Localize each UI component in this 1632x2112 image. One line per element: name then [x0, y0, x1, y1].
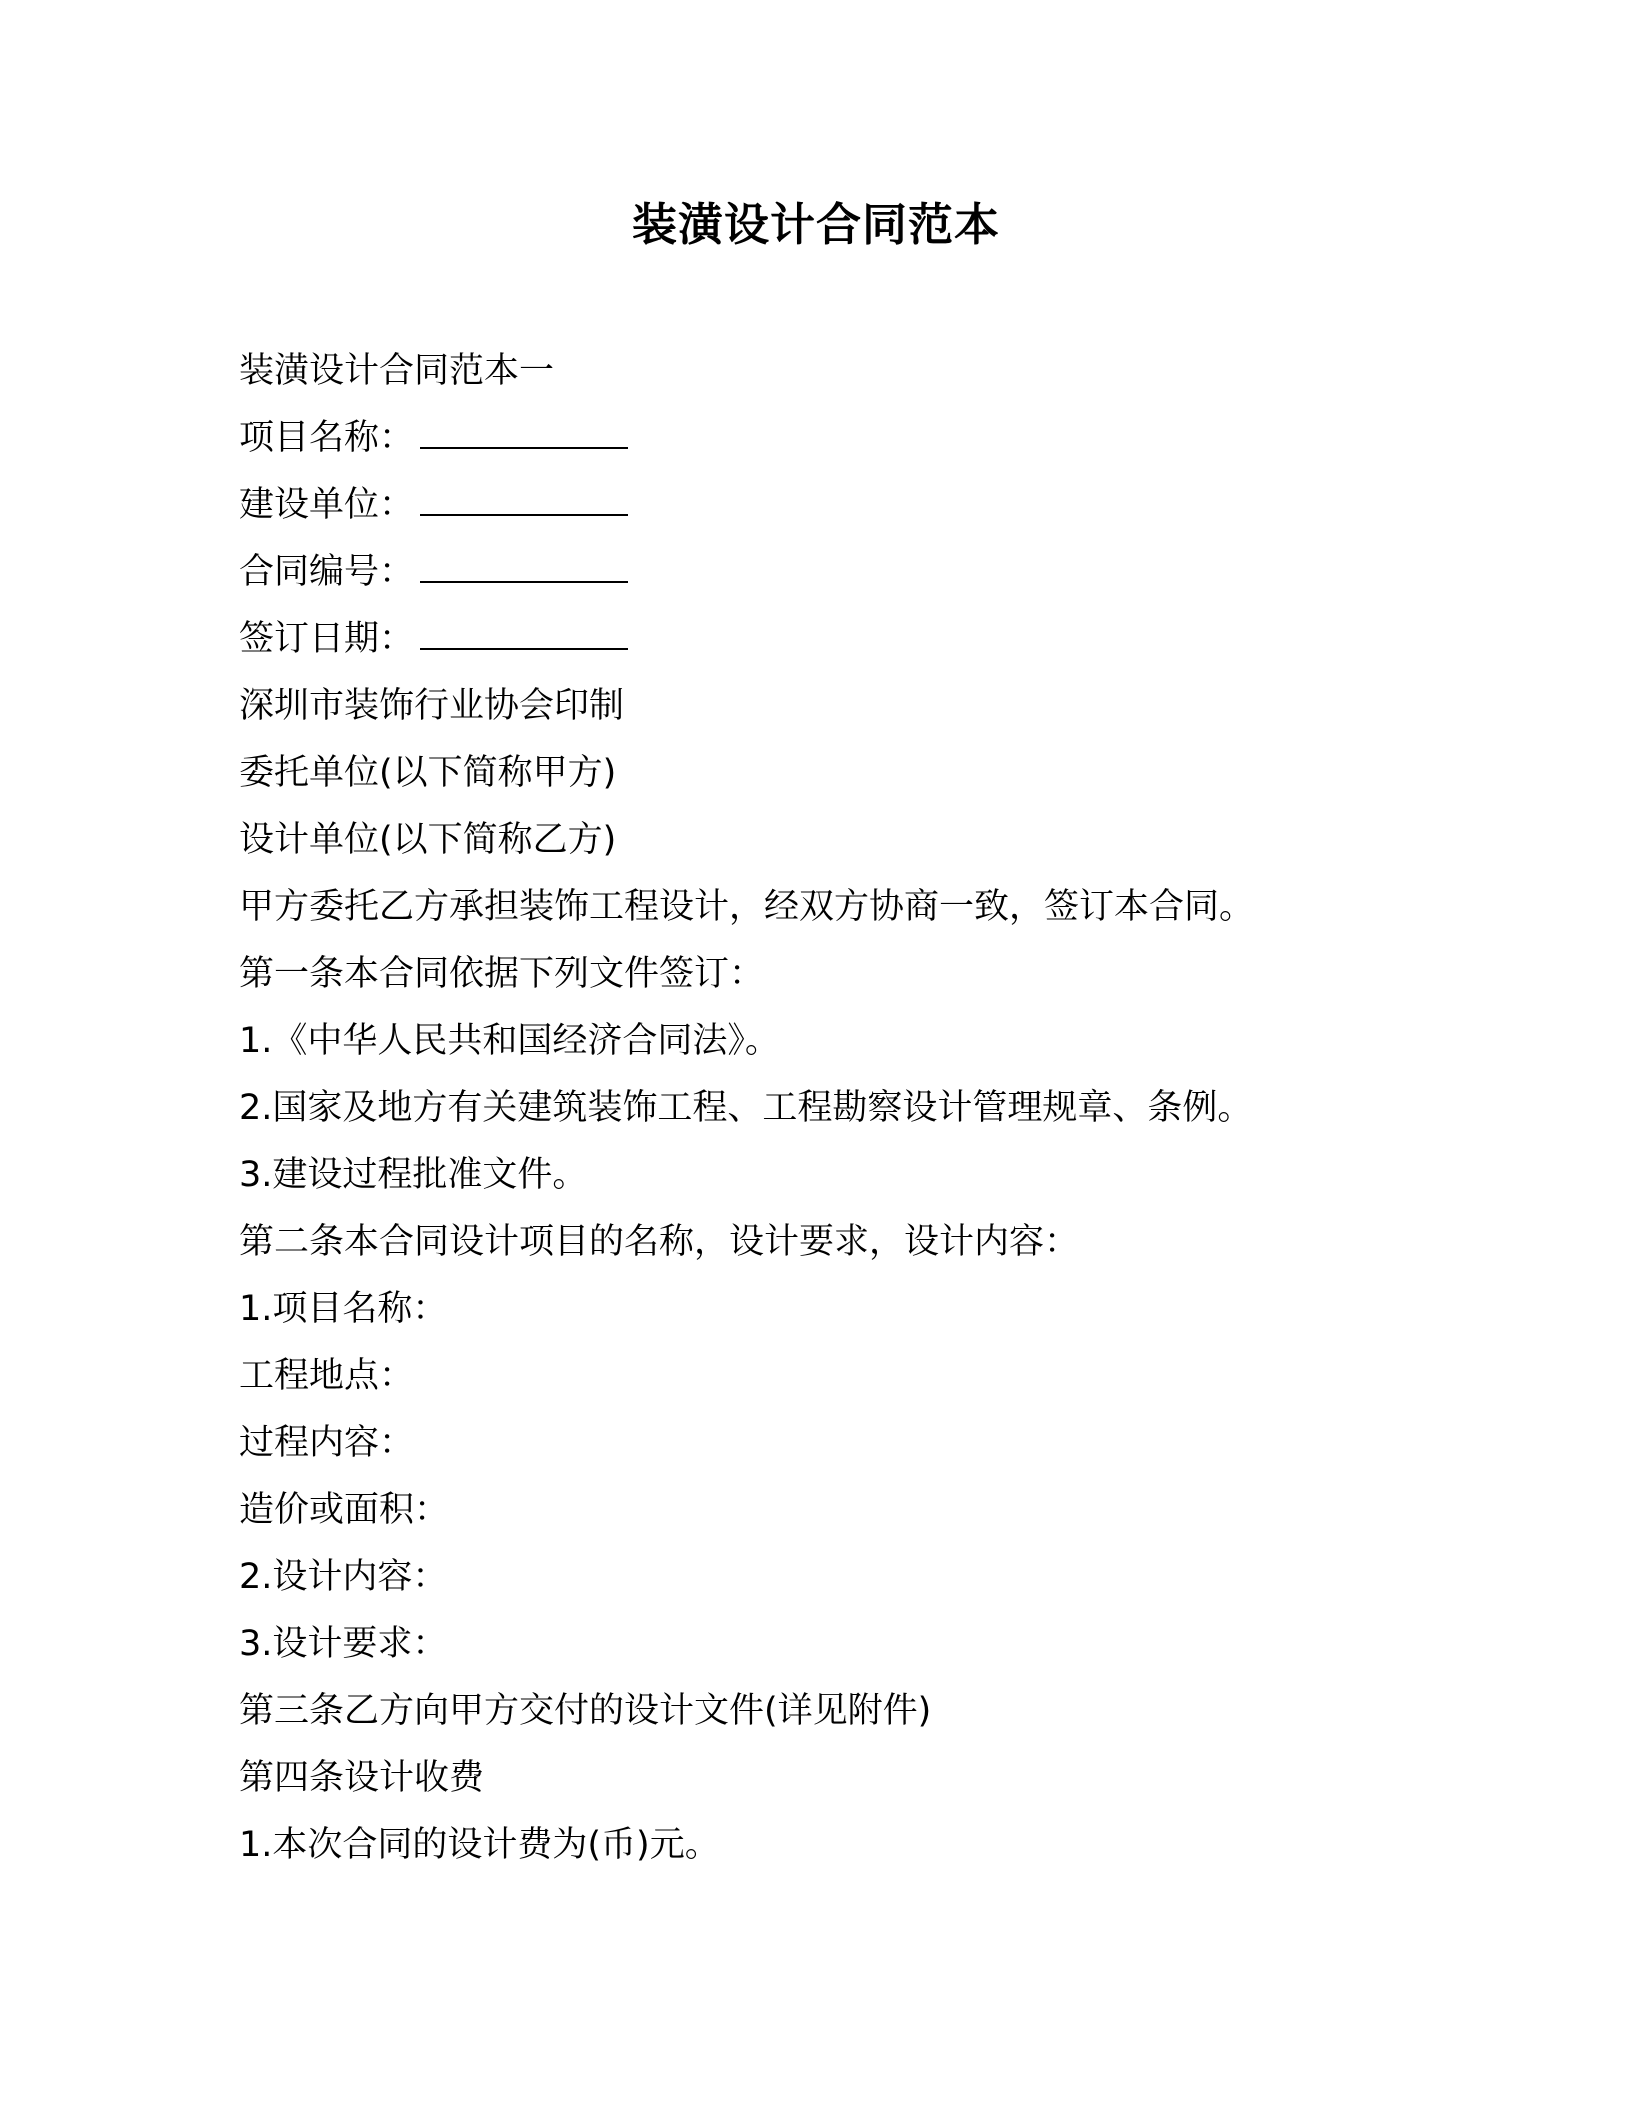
- field-label: 合同编号：: [239, 552, 415, 592]
- article-3-heading: 第三条乙方向甲方交付的设计文件(详见附件): [239, 1691, 932, 1731]
- document-subtitle: 装潢设计合同范本一: [239, 351, 555, 391]
- fill-in-blank: [420, 549, 628, 583]
- field-contract-number: [239, 539, 1459, 606]
- party-a-line: 委托单位(以下简称甲方): [239, 753, 617, 793]
- article-2-process-content: 过程内容：: [239, 1423, 415, 1463]
- article-1-item-2: 2.国家及地方有关建筑装饰工程、工程勘察设计管理规章、条例。: [239, 1088, 1253, 1128]
- field-label: 建设单位：: [239, 485, 415, 525]
- article-1-item-3: 3.建设过程批准文件。: [239, 1155, 588, 1195]
- article-2-heading: 第二条本合同设计项目的名称，设计要求，设计内容：: [239, 1222, 1080, 1262]
- article-2-cost-or-area: 造价或面积：: [239, 1490, 450, 1530]
- field-label: 项目名称：: [239, 418, 415, 458]
- printed-by-line: 深圳市装饰行业协会印制: [239, 686, 625, 726]
- fill-in-blank: [420, 482, 628, 516]
- article-4-heading: 第四条设计收费: [239, 1758, 485, 1798]
- fill-in-blank: [420, 616, 628, 650]
- article-2-item-1: 1.项目名称：: [239, 1289, 448, 1329]
- preamble-paragraph: 甲方委托乙方承担装饰工程设计，经双方协商一致，签订本合同。: [239, 887, 1255, 927]
- field-label: 签订日期：: [239, 619, 415, 659]
- article-2-item-2: 2.设计内容：: [239, 1557, 448, 1597]
- fill-in-blank: [420, 415, 628, 449]
- article-2-project-location: 工程地点：: [239, 1356, 415, 1396]
- party-b-line: 设计单位(以下简称乙方): [239, 820, 617, 860]
- article-4-item-1: 1.本次合同的设计费为(币)元。: [239, 1825, 720, 1865]
- field-project-name: [239, 405, 1459, 472]
- field-construction-unit: [239, 472, 1459, 539]
- article-1-item-1: 1.《中华人民共和国经济合同法》。: [239, 1021, 780, 1061]
- document-body: [239, 338, 1459, 1879]
- document-title: 装潢设计合同范本: [631, 198, 1000, 251]
- article-1-heading: 第一条本合同依据下列文件签订：: [239, 954, 765, 994]
- field-signing-date: [239, 606, 1459, 673]
- article-2-item-3: 3.设计要求：: [239, 1624, 448, 1664]
